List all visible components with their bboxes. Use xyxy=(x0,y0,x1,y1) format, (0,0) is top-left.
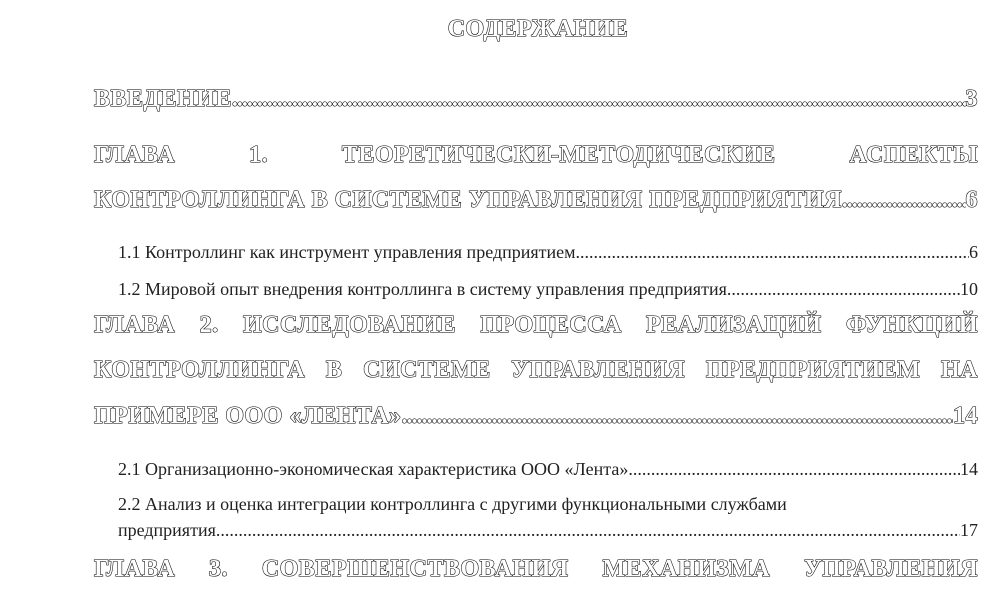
chapter-word: ПРОЦЕССА xyxy=(480,312,622,338)
toc-entry-intro[interactable] xyxy=(94,86,978,113)
toc-entry-chapter1-line1[interactable] xyxy=(94,142,978,169)
toc-entry-page: 14 xyxy=(953,403,978,429)
toc-entry-chapter2-line1[interactable] xyxy=(94,312,978,339)
chapter-word: МЕХАНИЗМА xyxy=(602,556,771,582)
toc-entry-section-1-2[interactable] xyxy=(118,279,978,300)
dot-leader xyxy=(576,242,969,263)
toc-entry-section-1-1[interactable] xyxy=(118,242,978,263)
chapter-word: НА xyxy=(941,357,978,383)
toc-entry-section-2-2-line1[interactable] xyxy=(118,494,978,515)
dot-leader xyxy=(727,279,960,300)
toc-entry-label: КОНТРОЛЛИНГА В СИСТЕМЕ УПРАВЛЕНИЯ ПРЕДПРИЯТИЯ xyxy=(94,187,842,213)
toc-entry-chapter2-line2[interactable] xyxy=(94,357,978,384)
toc-entry-page: 10 xyxy=(960,279,978,299)
chapter-word: СИСТЕМЕ xyxy=(363,357,491,383)
chapter-word: В xyxy=(325,357,343,383)
chapter-word: 1. xyxy=(249,142,269,168)
chapter-word: АСПЕКТЫ xyxy=(849,142,978,168)
chapter-word: ТЕОРЕТИЧЕСКИ-МЕТОДИЧЕСКИЕ xyxy=(341,142,776,168)
chapter-word: ИССЛЕДОВАНИЕ xyxy=(242,312,456,338)
toc-entry-chapter3-line1[interactable] xyxy=(94,556,978,583)
toc-entry-page: 6 xyxy=(969,242,978,262)
toc-entry-label: 1.2 Мировой опыт внедрения контроллинга в систему управления предприятия xyxy=(118,279,727,299)
toc-entry-page: 14 xyxy=(960,459,978,479)
dot-leader xyxy=(842,187,966,214)
toc-entry-label: ВВЕДЕНИЕ xyxy=(94,86,232,112)
toc-entry-label: 1.1 Контроллинг как инструмент управления предприятием xyxy=(118,242,576,262)
toc-entry-section-2-2-line2[interactable] xyxy=(118,520,978,541)
toc-entry-label: 2.2 Анализ и оценка интеграции контроллинга с другими функциональными службами xyxy=(118,494,787,514)
chapter-word: ГЛАВА xyxy=(94,312,176,338)
chapter-word: 2. xyxy=(199,312,219,338)
chapter-word: УПРАВЛЕНИЯ xyxy=(511,357,686,383)
chapter-word: СОВЕРШЕНСТВОВАНИЯ xyxy=(261,556,569,582)
toc-entry-chapter1-line2[interactable] xyxy=(94,187,978,214)
chapter-word: КОНТРОЛЛИНГА xyxy=(94,357,306,383)
chapter-word: ГЛАВА xyxy=(94,556,176,582)
chapter-word: РЕАЛИЗАЦИЙ xyxy=(646,312,822,338)
chapter-word: ФУНКЦИЙ xyxy=(845,312,978,338)
toc-entry-label: ПРИМЕРЕ ООО «ЛЕНТА» xyxy=(94,403,402,429)
toc-entry-section-2-1[interactable] xyxy=(118,459,978,480)
dot-leader xyxy=(216,520,960,541)
page-title: СОДЕРЖАНИЕ xyxy=(447,16,629,42)
toc-entry-label: 2.1 Организационно-экономическая характеристика ООО «Лента» xyxy=(118,459,629,479)
toc-entry-page: 3 xyxy=(965,86,978,112)
toc-entry-page: 17 xyxy=(960,520,978,540)
dot-leader xyxy=(232,86,966,113)
toc-entry-page: 6 xyxy=(965,187,978,213)
dot-leader xyxy=(628,459,960,480)
toc-entry-label: предприятия xyxy=(118,520,216,540)
toc-entry-chapter2-line3[interactable] xyxy=(94,403,978,430)
dot-leader xyxy=(402,403,953,430)
chapter-word: 3. xyxy=(209,556,229,582)
chapter-word: УПРАВЛЕНИЯ xyxy=(804,556,978,582)
chapter-word: ГЛАВА xyxy=(94,142,176,168)
chapter-word: ПРЕДПРИЯТИЕМ xyxy=(705,357,921,383)
